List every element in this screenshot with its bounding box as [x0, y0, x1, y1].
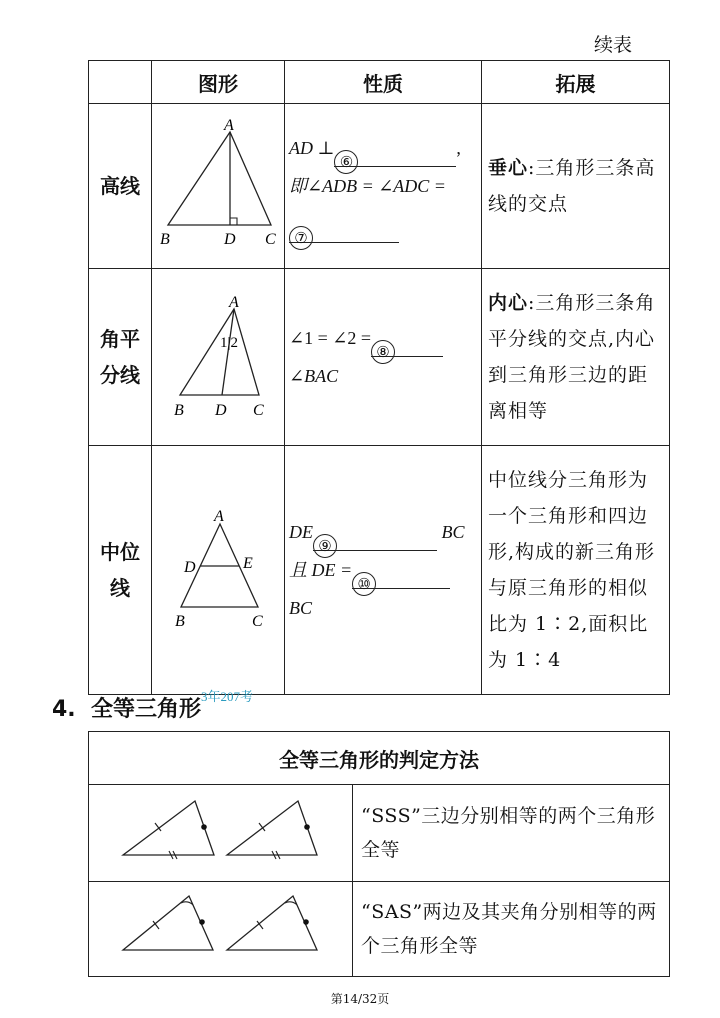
continued-label: 续表	[594, 34, 633, 56]
altitude-prop-1: AD ⊥	[289, 138, 335, 158]
midline-figure	[152, 446, 285, 695]
bisector-label-a: A	[229, 294, 239, 311]
midline-desc: 中位线分三角形为一个三角形和四边形,构成的新三角形与原三角形的相似比为 1∶2,面积比为 1∶4	[488, 469, 656, 671]
blank-9-number: ⑨	[313, 534, 337, 558]
sss-figure	[89, 785, 353, 882]
midline-prop-1-end: BC	[441, 522, 465, 542]
altitude-label-a: A	[224, 117, 234, 134]
midline-prop-3: BC	[289, 598, 313, 618]
section-4-title: 全等三角形	[91, 697, 202, 722]
altitude-triangle-diagram	[152, 104, 285, 264]
bisector-label-angles: 1|2	[220, 335, 239, 351]
altitude-label-d: D	[224, 231, 236, 248]
incenter-desc: :三角形三条角平分线的交点,内心到三角形三边的距离相等	[488, 292, 656, 422]
midline-label-b: B	[175, 613, 185, 630]
row-name-bisector: 角平分线	[89, 269, 152, 446]
row-name-midline: 中位线	[89, 446, 152, 695]
section-4-heading	[52, 689, 254, 723]
sas-description: “SAS”两边及其夹角分别相等的两个三角形全等	[353, 882, 670, 977]
sss-triangles-diagram	[89, 785, 353, 877]
altitude-property	[285, 104, 482, 269]
congruence-header-row	[89, 732, 670, 785]
blank-6-number: ⑥	[334, 150, 358, 174]
header-extension: 拓展	[482, 61, 670, 104]
midline-property	[285, 446, 482, 695]
section-4-number: 4.	[52, 697, 76, 722]
altitude-extension	[482, 104, 670, 269]
bisector-label-d: D	[215, 402, 227, 419]
sas-triangles-diagram	[89, 882, 353, 972]
midline-prop-2: 且 DE =	[289, 560, 353, 580]
blank-7-number: ⑦	[289, 226, 313, 250]
bisector-label-b: B	[174, 402, 184, 419]
bisector-extension	[482, 269, 670, 446]
sas-figure	[89, 882, 353, 977]
midline-triangle-diagram	[152, 446, 285, 690]
midline-prop-1: DE	[289, 522, 313, 542]
bisector-label-c: C	[253, 402, 264, 419]
midline-label-c: C	[252, 613, 263, 630]
altitude-prop-2: 即∠ADB = ∠ADC =	[289, 176, 446, 196]
midline-label-e: E	[243, 555, 253, 572]
congruence-row-sss	[89, 785, 670, 882]
bisector-property	[285, 269, 482, 446]
header-empty	[89, 61, 152, 104]
header-property: 性质	[285, 61, 482, 104]
bisector-prop-2: ∠BAC	[289, 366, 339, 386]
table-header-row	[89, 61, 670, 104]
orthocenter-desc: :三角形三条高线的交点	[488, 157, 656, 215]
altitude-label-b: B	[160, 231, 170, 248]
blank-8-number: ⑧	[371, 340, 395, 364]
header-figure: 图形	[152, 61, 285, 104]
sss-description: “SSS”三边分别相等的两个三角形全等	[353, 785, 670, 882]
altitude-label-c: C	[265, 231, 276, 248]
row-name-altitude: 高线	[89, 104, 152, 269]
bisector-prop-1: ∠1 = ∠2 =	[289, 328, 371, 348]
midline-label-a: A	[214, 508, 224, 525]
page-footer: 第14/32页	[330, 992, 390, 1006]
congruence-header: 全等三角形的判定方法	[89, 732, 670, 785]
midline-label-d: D	[184, 559, 196, 576]
table-row-bisector	[89, 269, 670, 446]
blank-10-number: ⑩	[352, 572, 376, 596]
orthocenter-term: 垂心	[488, 157, 529, 179]
triangle-lines-table	[88, 60, 670, 695]
altitude-figure	[152, 104, 285, 269]
incenter-term: 内心	[488, 292, 529, 314]
midline-extension	[482, 446, 670, 695]
bisector-triangle-diagram	[152, 269, 285, 441]
congruence-row-sas	[89, 882, 670, 977]
table-row-midline	[89, 446, 670, 695]
exam-count-badge: 3年207考	[201, 689, 254, 704]
table-row-altitude	[89, 104, 670, 269]
congruence-table	[88, 731, 670, 977]
bisector-figure	[152, 269, 285, 446]
altitude-prop-1-end: ,	[456, 138, 461, 158]
